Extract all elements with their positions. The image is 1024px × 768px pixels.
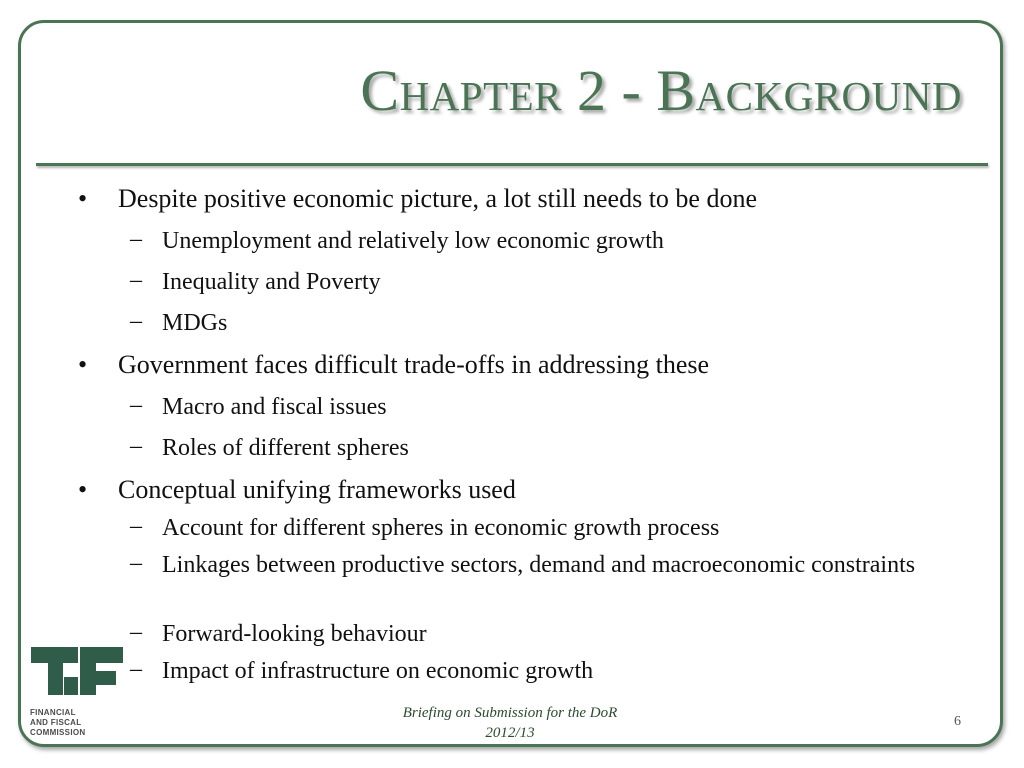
sub-bullet-text: Inequality and Poverty xyxy=(162,269,381,295)
dash-marker: – xyxy=(130,392,142,418)
sub-bullet-text: Impact of infrastructure on economic growth xyxy=(162,658,594,684)
footer-line: 2012/13 xyxy=(485,725,535,741)
dash-marker: – xyxy=(130,513,142,539)
sub-bullet-text: Unemployment and relatively low economic growth xyxy=(162,228,664,254)
dash-marker: – xyxy=(130,433,142,459)
logo-line: FINANCIAL xyxy=(30,708,76,717)
sub-bullet-text: Linkages between productive sectors, demand and macroeconomic constraints xyxy=(162,552,916,578)
sub-bullet-text: Forward-looking behaviour xyxy=(162,621,427,647)
title-divider xyxy=(36,163,988,166)
bullet-text: Despite positive economic picture, a lot still needs to be done xyxy=(118,184,758,213)
bullet-marker: • xyxy=(78,475,88,504)
sub-bullet-text: Roles of different spheres xyxy=(162,435,409,461)
bullet-text: Conceptual unifying frameworks used xyxy=(118,475,516,504)
logo-line: AND FISCAL xyxy=(30,718,82,727)
sub-bullet-text: MDGs xyxy=(162,310,228,336)
dash-marker: – xyxy=(130,226,142,252)
slide-title: Chapter 2 - Background xyxy=(360,58,962,123)
bullet-text: Government faces difficult trade-offs in addressing these xyxy=(118,350,710,379)
dash-marker: – xyxy=(130,656,142,682)
sub-bullet-text: Macro and fiscal issues xyxy=(162,394,387,420)
dash-marker: – xyxy=(130,267,142,293)
page-number: 6 xyxy=(954,714,961,729)
dash-marker: – xyxy=(130,619,142,645)
dash-marker: – xyxy=(130,308,142,334)
slide-footer xyxy=(360,703,660,743)
bullet-marker: • xyxy=(78,184,88,213)
logo-caption xyxy=(30,708,85,738)
bullet-marker: • xyxy=(78,350,88,379)
dash-marker: – xyxy=(130,550,142,576)
footer-line: Briefing on Submission for the DoR xyxy=(402,705,618,721)
sub-bullet-text: Account for different spheres in economic growth process xyxy=(162,515,720,541)
logo-line: COMMISSION xyxy=(30,728,86,737)
